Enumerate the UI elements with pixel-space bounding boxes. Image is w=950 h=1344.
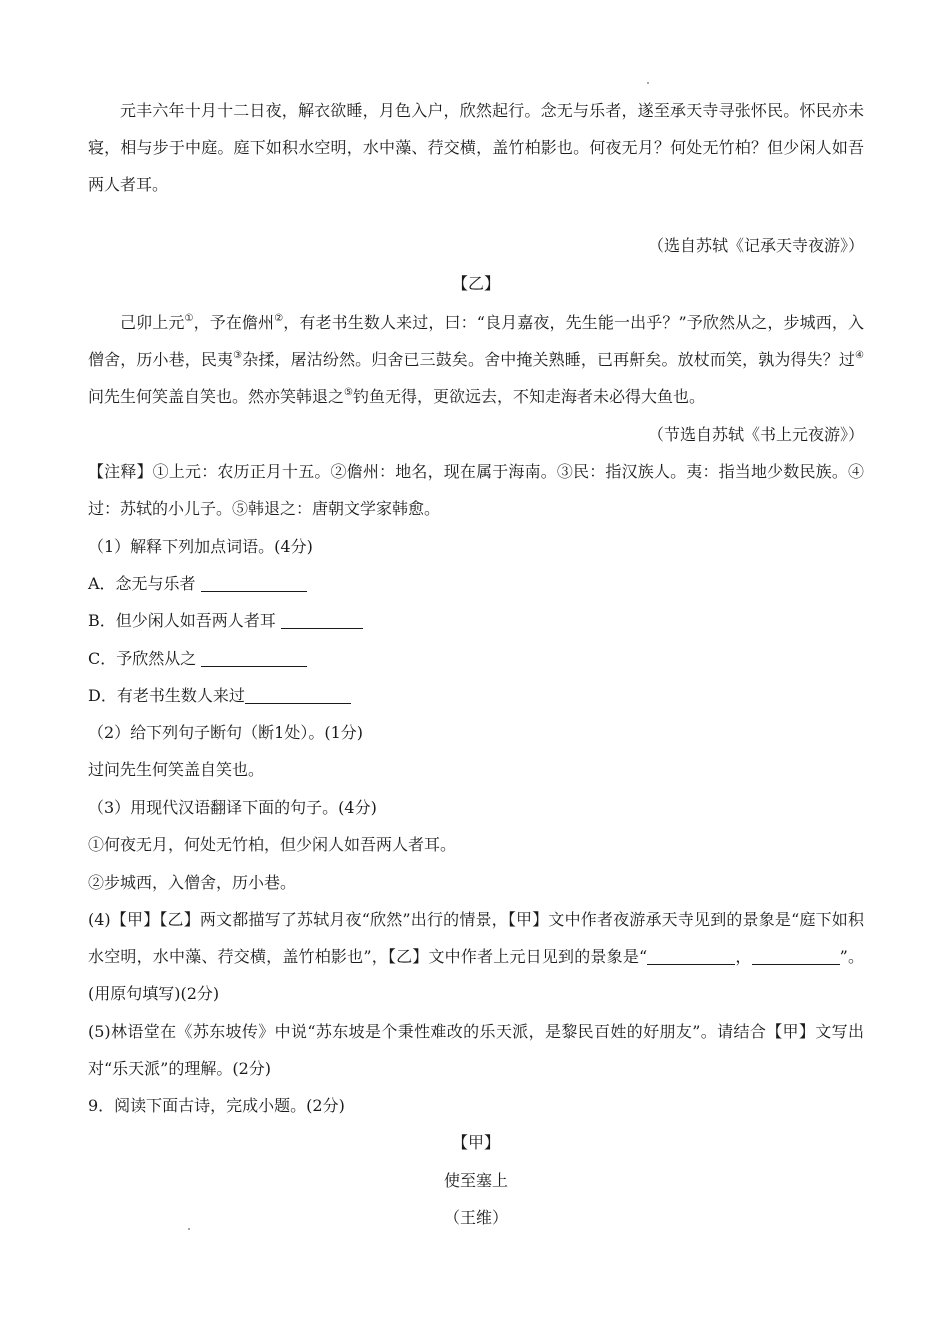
scan-speck: [647, 82, 649, 84]
q3-prompt: （3）用现代汉语翻译下面的句子。(4分): [88, 798, 377, 817]
jia-passage: 元丰六年十月十二日夜，解衣欲睡，月色入户，欣然起行。念无与乐者，遂至承天寺寻张怀民。怀民亦未寝，相与步于中庭。庭下如积水空明，水中藻、荇交横，盖竹柏影也。何夜无月？何处无竹柏？但少闲人如吾两人者耳。: [88, 101, 864, 194]
annotations: 【注释】①上元：农历正月十五。②儋州：地名，现在属于海南。③民：指汉族人。夷：指当地少数民族。④过：苏轼的小儿子。⑤韩退之：唐朝文学家韩愈。: [88, 462, 864, 518]
answer-blank[interactable]: [201, 648, 307, 667]
answer-blank[interactable]: [647, 946, 735, 965]
yi-heading: 【乙】: [451, 274, 500, 293]
q3-sentence-1: ①何夜无月，何处无竹柏，但少闲人如吾两人者耳。: [88, 835, 457, 854]
q1-option-c: [88, 640, 864, 677]
poem-author: （王维）: [443, 1208, 508, 1227]
note-ref: ④: [855, 350, 864, 361]
q5-question: (5)林语堂在《苏东坡传》中说“苏东坡是个秉性难改的乐天派，是黎民百姓的好朋友”。请结合【甲】文写出对“乐天派”的理解。(2分): [88, 1022, 864, 1078]
poem-title: 使至塞上: [443, 1171, 508, 1190]
q1-b-text: B．但少闲人如吾两人者耳: [88, 611, 276, 630]
yi-text: 钓鱼无得，更欲远去，不知走海者未必得大鱼也。: [352, 387, 705, 406]
q1-d-text: D．有老书生数人来过: [88, 686, 245, 705]
answer-blank[interactable]: [245, 685, 351, 704]
yi-source: （节选自苏轼《书上元夜游》）: [647, 425, 864, 444]
q4-quote-open: “: [639, 947, 648, 966]
jia-source: （选自苏轼《记承天寺夜游》）: [647, 236, 864, 255]
q9-question: 9．阅读下面古诗，完成小题。(2分): [88, 1096, 345, 1115]
note-ref: ⑤: [344, 387, 353, 398]
q4-question: [88, 901, 864, 1012]
poem-heading: 【甲】: [451, 1133, 500, 1152]
q1-prompt: （1）解释下列加点词语。(4分): [88, 537, 313, 556]
note-ref: ②: [274, 313, 284, 324]
q1-option-b: [88, 602, 864, 639]
answer-blank[interactable]: [752, 946, 840, 965]
answer-blank[interactable]: [281, 610, 363, 629]
yi-text: 杂揉，屠沽纷然。归舍已三鼓矣。舍中掩关熟睡，已再鼾矣。放杖而笑，孰为得失？过: [242, 350, 856, 369]
yi-text: 己卯上元: [120, 313, 185, 332]
answer-blank[interactable]: [201, 573, 307, 592]
q1-option-a: [88, 565, 864, 602]
q1-option-d: [88, 677, 864, 714]
note-ref: ③: [233, 350, 243, 361]
yi-text: 问先生何笑盖自笑也。然亦笑韩退之: [88, 387, 345, 406]
q4-text: (4)【甲】【乙】两文都描写了苏轼月夜“欣然”出行的情景，【甲】文中作者夜游承天寺见到的景象是“庭下如积水空明，水中藻、荇交横，盖竹柏影也”，【乙】文中作者上元日见到的景象是: [88, 910, 864, 966]
q2-prompt: （2）给下列句子断句（断1处）。(1分): [88, 723, 364, 742]
yi-passage: [88, 304, 864, 415]
yi-text: ，有老书生数人来过，曰：“良月嘉夜，先生能一出乎？”予欣然从之，步城西，入僧舍，历小巷，民夷: [88, 313, 864, 369]
note-ref: ①: [184, 313, 194, 324]
q4-tail: ”。(用原句填写)(2分): [88, 947, 865, 1003]
q1-a-text: A．念无与乐者: [88, 574, 196, 593]
q3-sentence-2: ②步城西，入僧舍，历小巷。: [88, 873, 297, 892]
q2-sentence: 过问先生何笑盖自笑也。: [88, 760, 265, 779]
yi-text: ，予在儋州: [193, 313, 275, 332]
q1-c-text: C．予欣然从之: [88, 649, 197, 668]
q4-comma: ，: [735, 947, 752, 966]
